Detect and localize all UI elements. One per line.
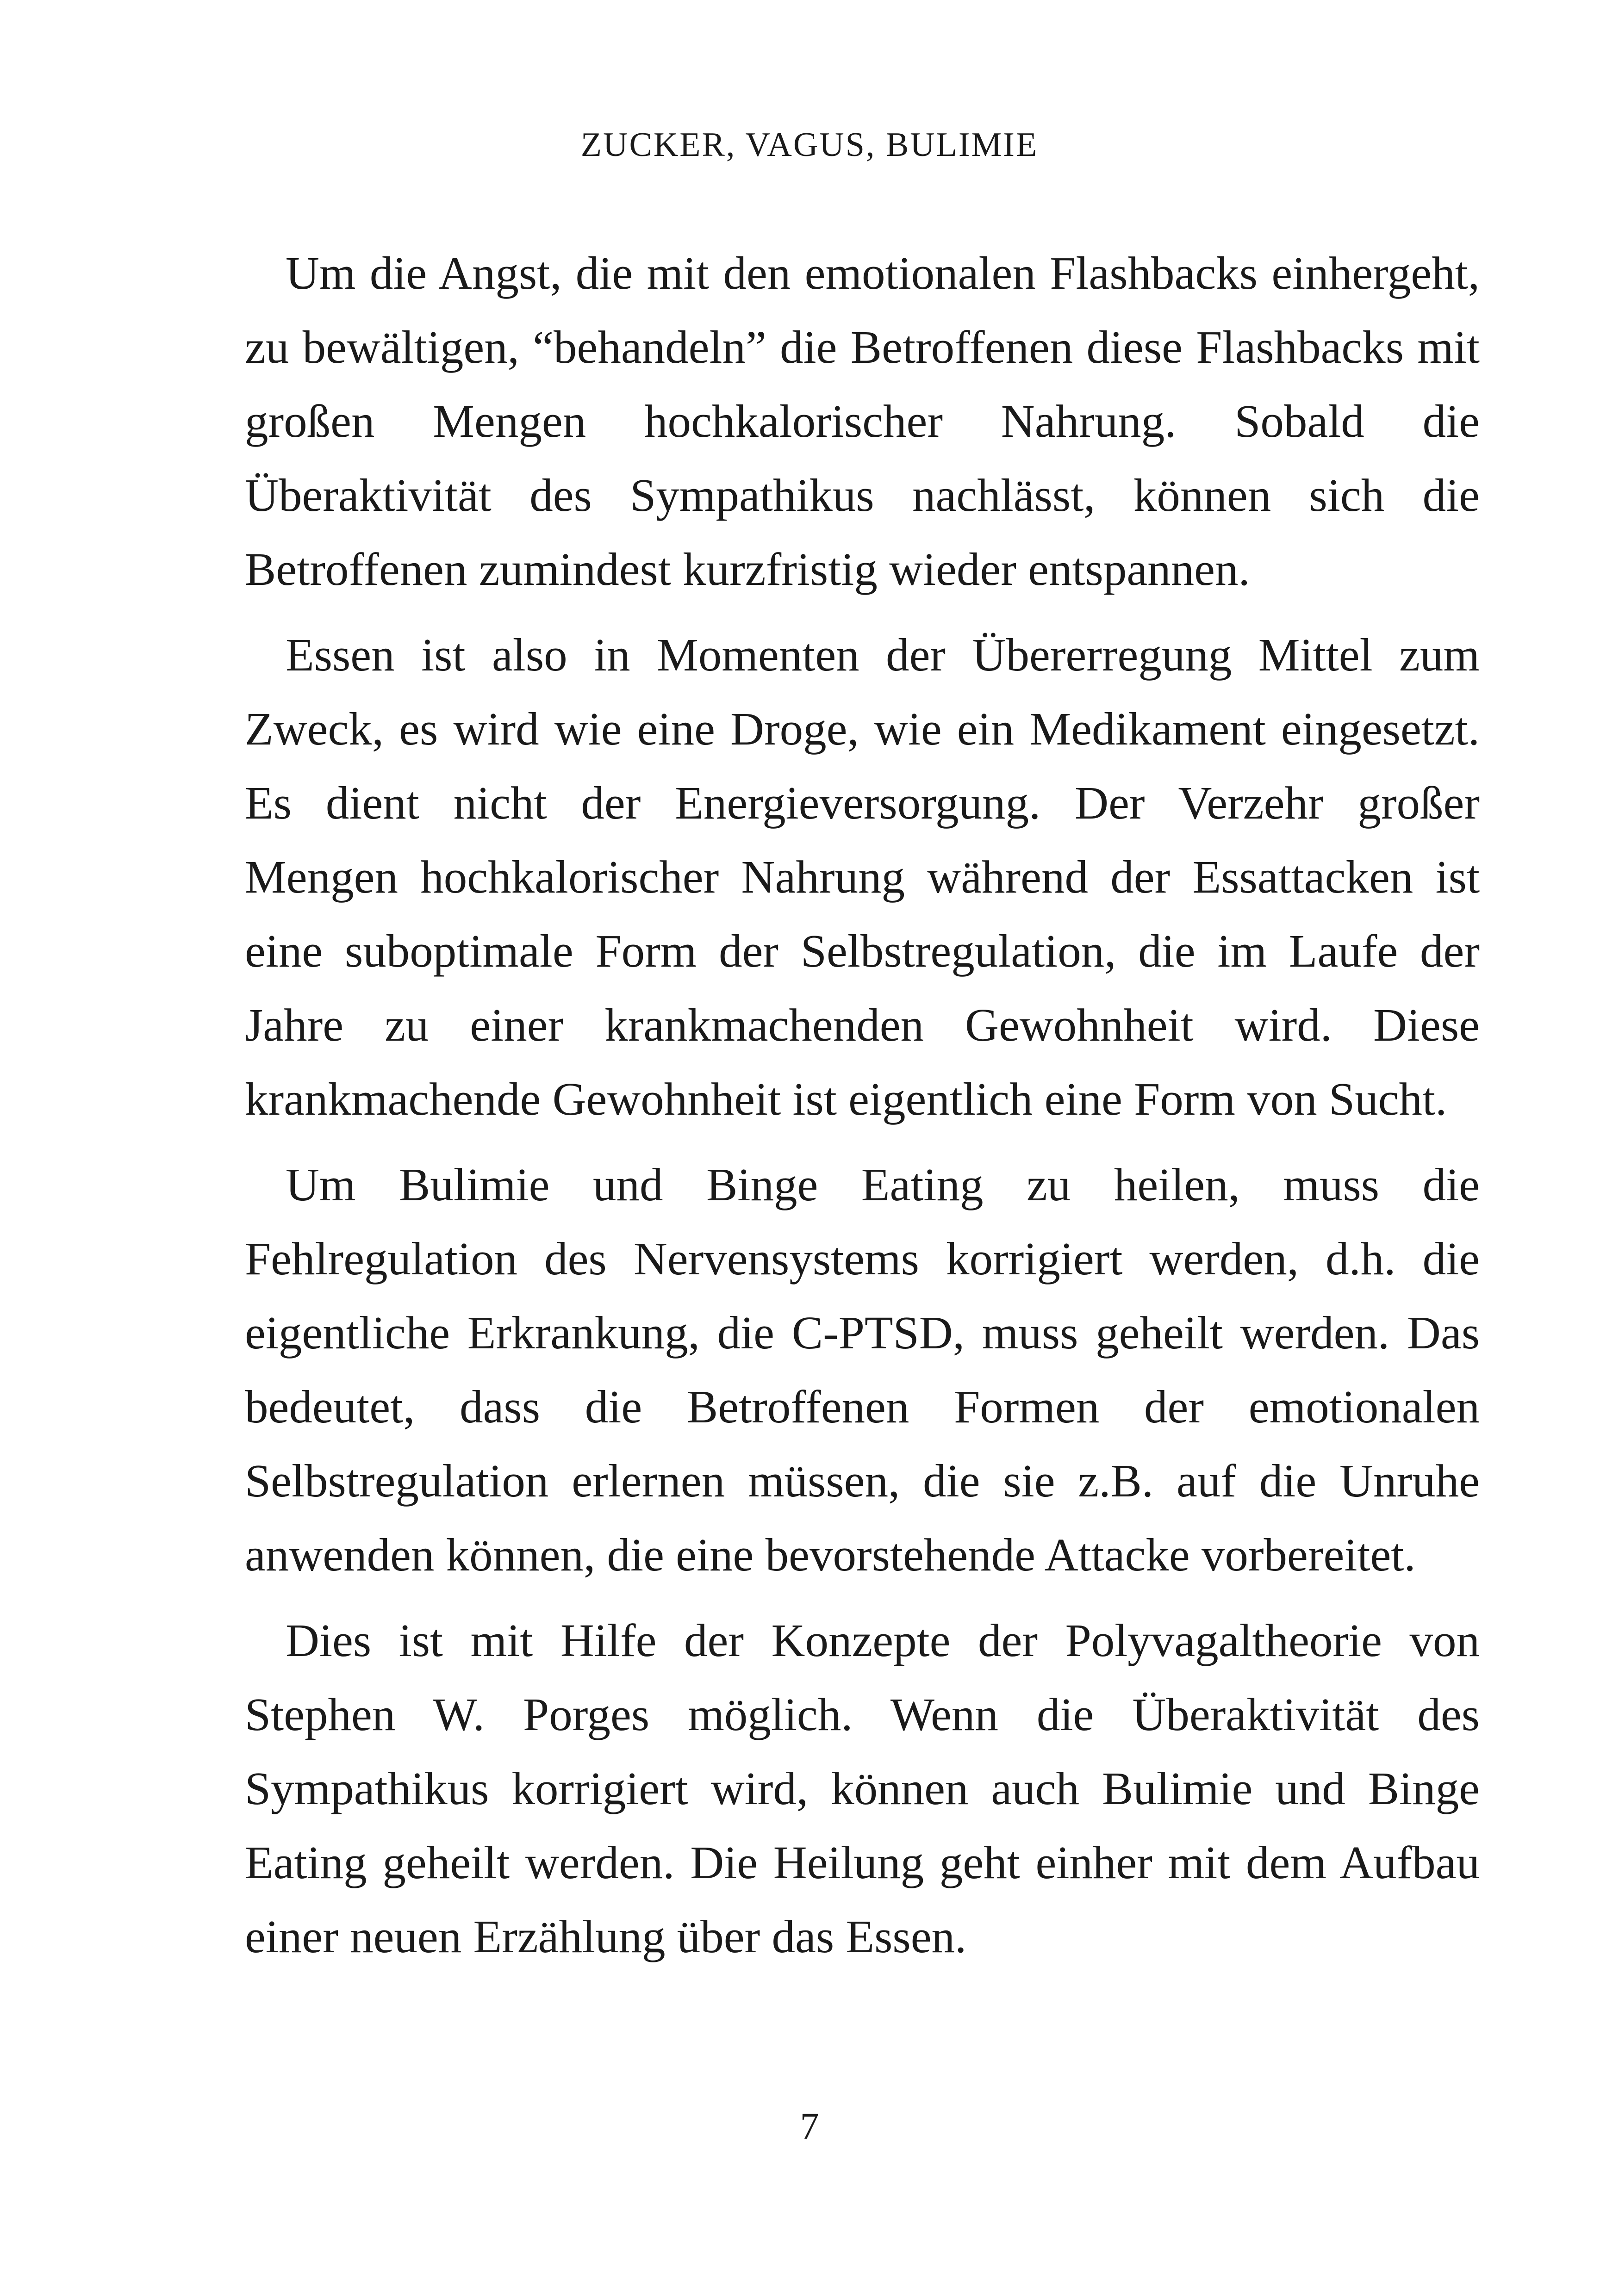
body-text (245, 236, 1480, 1985)
paragraph-1: Um die Angst, die mit den emotionalen Flashbacks einhergeht, zu bewältigen, “behandeln” die Betroffenen diese Flashbacks mit großen Mengen hochkalorischer Nahrung. Sobald die Überaktivität des Sympathikus nachlässt, können sich die Betroffenen zumindest kurzfristig wieder entspannen. (245, 247, 1480, 595)
page-number: 7 (800, 2105, 819, 2147)
paragraph-3: Um Bulimie und Binge Eating zu heilen, muss die Fehlregulation des Nervensystems korrigiert werden, d.h. die eigentliche Erkrankung, die C-PTSD, muss geheilt werden. Das bedeutet, dass die Betroffenen Formen der emotionalen Selbstregulation erlernen müssen, die sie z.B. auf die Unruhe anwenden können, die eine bevorstehende Attacke vorbereitet. (245, 1159, 1480, 1581)
paragraph-2: Essen ist also in Momenten der Übererregung Mittel zum Zweck, es wird wie eine Droge, wie ein Medikament eingesetzt. Es dient nicht der Energieversorgung. Der Verzehr großer Mengen hochkalorischer Nahrung während der Essattacken ist eine suboptimale Form der Selbstregulation, die im Laufe der Jahre zu einer krankmachenden Gewohnheit wird. Diese krankmachende Gewohnheit ist eigentlich eine Form von Sucht. (245, 629, 1480, 1125)
paragraph-4: Dies ist mit Hilfe der Konzepte der Polyvagaltheorie von Stephen W. Porges möglich. Wenn die Überaktivität des Sympathikus korrigiert wird, können auch Bulimie und Binge Eating geheilt werden. Die Heilung geht einher mit dem Aufbau einer neuen Erzählung über das Essen. (245, 1614, 1480, 1962)
running-head: ZUCKER, VAGUS, BULIMIE (580, 126, 1039, 164)
